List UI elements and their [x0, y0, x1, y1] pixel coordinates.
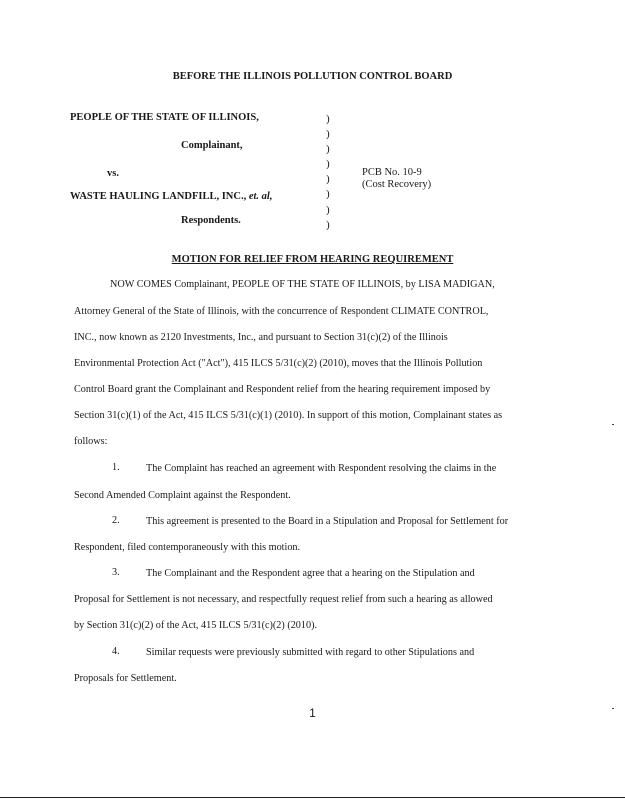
item-number: 3.: [112, 567, 120, 578]
page-number: 1: [309, 706, 316, 720]
motion-title: MOTION FOR RELIEF FROM HEARING REQUIREMENT: [171, 254, 454, 265]
intro-line: Attorney General of the State of Illinois, with the concurrence of Respondent CLIMATE CONTROL,: [74, 306, 489, 317]
case-number: PCB No. 10-9: [362, 167, 422, 178]
item-text: by Section 31(c)(2) of the Act, 415 ILCS 5/31(c)(2) (2010).: [74, 620, 318, 631]
intro-line: Control Board grant the Complainant and Respondent relief from the hearing requirement imposed by: [74, 384, 491, 395]
item-number: 4.: [112, 646, 120, 657]
defendant-name: WASTE HAULING LANDFILL, INC., et. al,: [70, 191, 273, 202]
item-text: Proposal for Settlement is not necessary, and respectfully request relief from such a hearing as allowed: [74, 594, 493, 605]
intro-line: Section 31(c)(1) of the Act, 415 ILCS 5/31(c)(1) (2010). In support of this motion, Complainant states as: [74, 410, 503, 421]
scan-bottom-edge: [0, 797, 625, 798]
caption-paren: ): [326, 188, 330, 201]
caption-paren: ): [326, 143, 330, 156]
scan-speck: [612, 424, 614, 425]
intro-line: NOW COMES Complainant, PEOPLE OF THE STATE OF ILLINOIS, by LISA MADIGAN,: [110, 279, 495, 290]
intro-line: Environmental Protection Act ("Act"), 415 ILCS 5/31(c)(2) (2010), moves that the Illinois Pollution: [74, 358, 483, 369]
item-text: The Complaint has reached an agreement with Respondent resolving the claims in the: [146, 463, 497, 474]
plaintiff-role: Complainant,: [181, 140, 243, 151]
plaintiff-name: PEOPLE OF THE STATE OF ILLINOIS,: [70, 112, 259, 123]
item-text: Respondent, filed contemporaneously with this motion.: [74, 542, 301, 553]
caption-paren: ): [326, 203, 330, 216]
defendant-etal: et. al,: [248, 191, 273, 202]
caption-paren: ): [326, 113, 330, 125]
board-title: BEFORE THE ILLINOIS POLLUTION CONTROL BOARD: [172, 71, 453, 82]
defendant-role: Respondents.: [181, 215, 241, 226]
caption-paren: ): [326, 173, 330, 186]
versus: vs.: [107, 168, 119, 179]
item-text: Proposals for Settlement.: [74, 673, 177, 684]
item-text: Second Amended Complaint against the Respondent.: [74, 490, 291, 501]
scan-speck: [612, 708, 614, 709]
item-text: The Complainant and the Respondent agree that a hearing on the Stipulation and: [146, 568, 475, 579]
caption-paren: ): [326, 128, 330, 141]
item-text: This agreement is presented to the Board in a Stipulation and Proposal for Settlement for: [146, 516, 509, 527]
item-number: 2.: [112, 515, 120, 526]
caption-paren-column: [326, 112, 336, 233]
intro-line: INC., now known as 2120 Investments, Inc., and pursuant to Section 31(c)(2) of the Illinois: [74, 332, 448, 343]
caption-paren: ): [326, 158, 330, 171]
caption-paren: ): [326, 218, 330, 231]
intro-line: follows:: [74, 436, 108, 447]
item-number: 1.: [112, 462, 120, 473]
case-type: (Cost Recovery): [362, 179, 432, 190]
item-text: Similar requests were previously submitted with regard to other Stipulations and: [146, 647, 475, 658]
